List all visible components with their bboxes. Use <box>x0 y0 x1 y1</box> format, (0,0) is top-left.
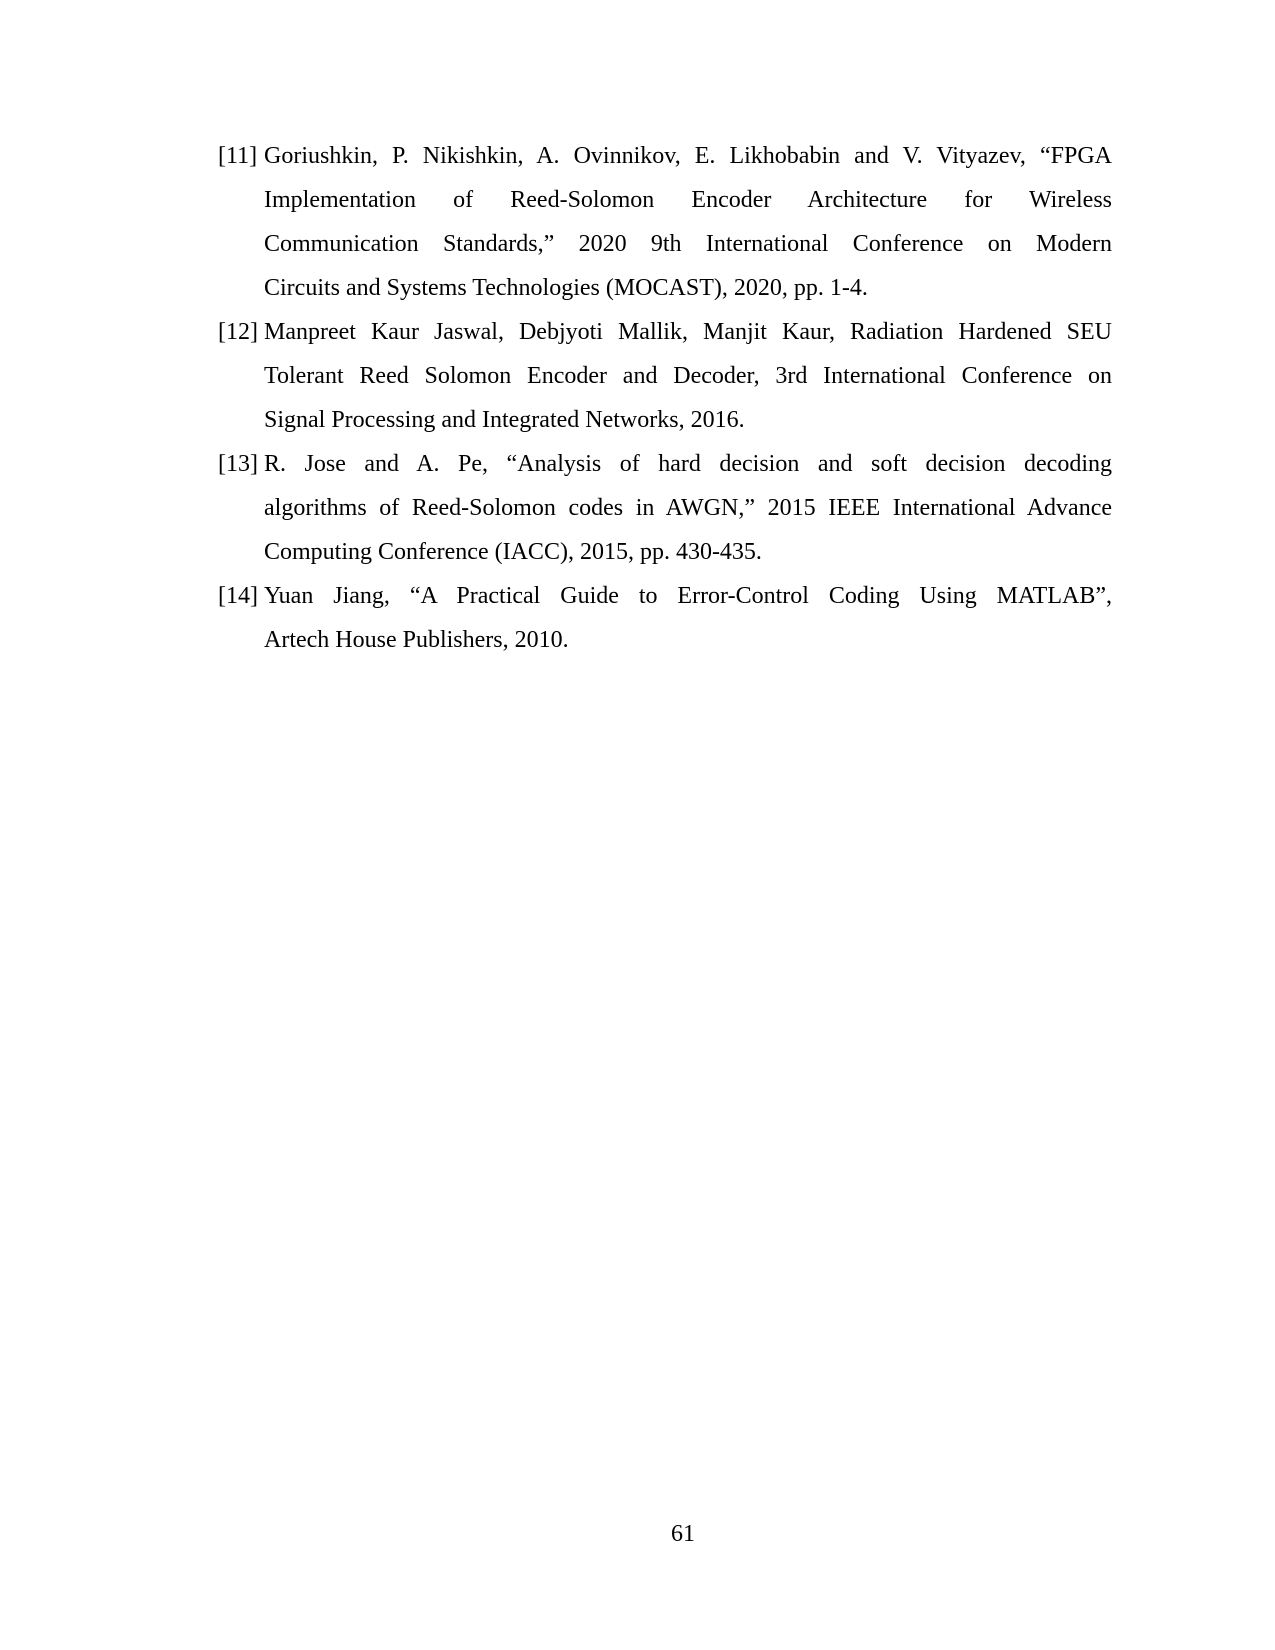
reference-text <box>264 574 1112 662</box>
reference-item-11 <box>218 134 1112 310</box>
reference-number: [12] <box>218 319 258 345</box>
reference-line: Tolerant Reed Solomon Encoder and Decoder, 3rd International Conference on <box>264 363 1112 389</box>
reference-line: Signal Processing and Integrated Networks, 2016. <box>264 407 745 433</box>
reference-text <box>264 442 1112 574</box>
reference-item-14 <box>218 574 1112 662</box>
reference-item-13 <box>218 442 1112 574</box>
reference-line: Yuan Jiang, “A Practical Guide to Error-Control Coding Using MATLAB”, <box>264 583 1112 609</box>
reference-line: Computing Conference (IACC), 2015, pp. 430-435. <box>264 539 762 565</box>
reference-text <box>264 134 1112 310</box>
reference-item-12 <box>218 310 1112 442</box>
reference-line: Circuits and Systems Technologies (MOCAST), 2020, pp. 1-4. <box>264 275 868 301</box>
reference-line: R. Jose and A. Pe, “Analysis of hard decision and soft decision decoding <box>264 451 1112 477</box>
reference-text <box>264 310 1112 442</box>
reference-line: Manpreet Kaur Jaswal, Debjyoti Mallik, Manjit Kaur, Radiation Hardened SEU <box>264 319 1112 345</box>
reference-line: Communication Standards,” 2020 9th International Conference on Modern <box>264 231 1112 257</box>
references-list <box>218 134 1112 662</box>
reference-number: [14] <box>218 583 258 609</box>
reference-line: Artech House Publishers, 2010. <box>264 627 569 653</box>
reference-number: [11] <box>218 143 258 169</box>
reference-line: algorithms of Reed-Solomon codes in AWGN,” 2015 IEEE International Advance <box>264 495 1112 521</box>
reference-line: Goriushkin, P. Nikishkin, A. Ovinnikov, E. Likhobabin and V. Vityazev, “FPGA <box>264 143 1112 169</box>
reference-number: [13] <box>218 451 258 477</box>
page-number: 61 <box>671 1521 695 1547</box>
reference-line: Implementation of Reed-Solomon Encoder Architecture for Wireless <box>264 187 1112 213</box>
